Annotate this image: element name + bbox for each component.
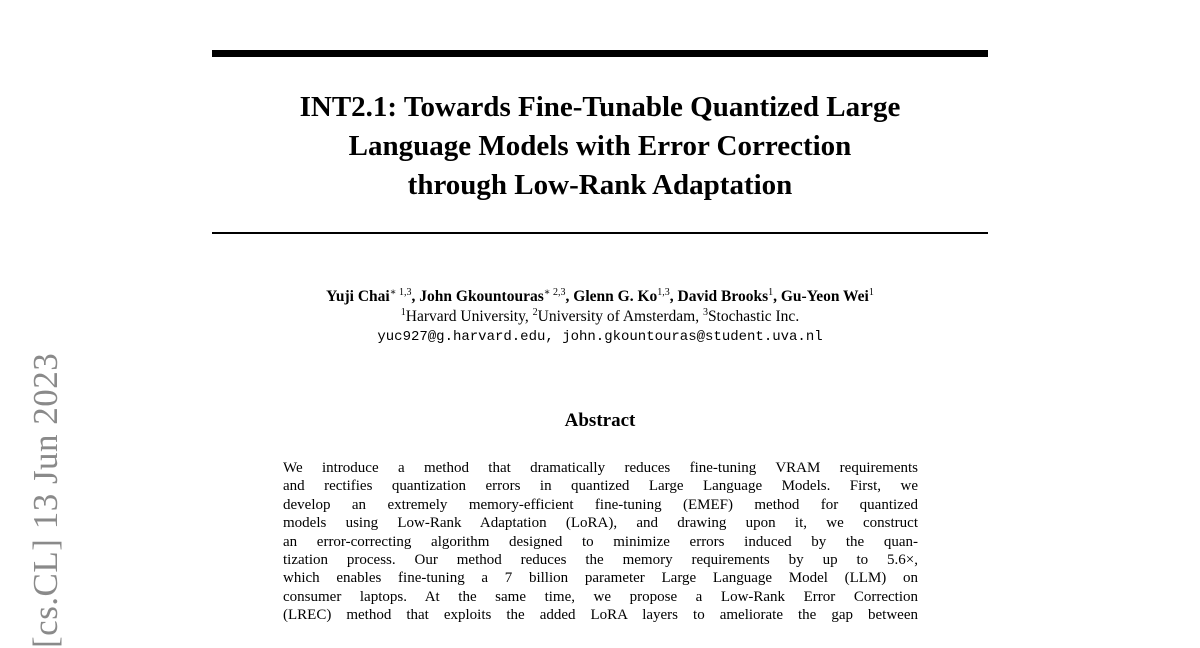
abstract-line: models using Low-Rank Adaptation (LoRA), and drawing upon it, we construct — [283, 515, 918, 532]
abstract-heading: Abstract — [564, 410, 636, 431]
author-name: Yuji Chai — [326, 288, 390, 305]
title-top-rule — [212, 50, 988, 57]
author-marks: ∗ 1,3 — [389, 287, 412, 298]
author-marks: 1 — [768, 287, 774, 298]
abstract-line: consumer laptops. At the same time, we propose a Low-Rank Error Correction — [283, 588, 918, 605]
abstract-line: an error-correcting algorithm designed to minimize errors induced by the quan- — [283, 533, 918, 550]
paper-title — [212, 88, 988, 205]
author-marks: ∗ 2,3 — [543, 287, 566, 298]
author-emails: yuc927@g.harvard.edu, john.gkountouras@student.uva.nl — [377, 329, 823, 345]
affiliation-name: Harvard University — [405, 308, 525, 325]
author-block — [212, 287, 988, 347]
title-line: through Low-Rank Adaptation — [407, 169, 793, 201]
abstract-line: develop an extremely memory-efficient fine-tuning (EMEF) method for quantized — [283, 496, 918, 513]
abstract-line: and rectifies quantization errors in quantized Large Language Models. First, we — [283, 478, 918, 495]
author-name: Gu-Yeon Wei — [780, 288, 869, 305]
author-name: David Brooks — [677, 288, 769, 305]
author-name: Glenn G. Ko — [573, 288, 658, 305]
affiliation-name: University of Amsterdam — [537, 308, 696, 325]
affiliation-mark: 2 — [532, 307, 538, 318]
affiliation-name: Stochastic Inc. — [707, 308, 800, 325]
author-list: Yuji Chai$^{∗ 1,3}$, John Gkountouras$^{∗ 2,3}$, Glenn G. Ko$^{1,3}$, David Brooks$^1$, Gu-Yeon Wei$^1$ — [326, 287, 874, 305]
title-line: INT2.1: Towards Fine-Tunable Quantized Large — [299, 91, 901, 123]
author-name: John Gkountouras — [419, 288, 544, 305]
abstract-body — [283, 459, 918, 625]
affiliation-mark: 1 — [400, 307, 406, 318]
author-marks: 1 — [868, 287, 874, 298]
author-marks: 1,3 — [657, 287, 670, 298]
affiliation-mark: 3 — [702, 307, 708, 318]
title-bottom-rule — [212, 232, 988, 234]
abstract-line: (LREC) method that exploits the added LoRA layers to ameliorate the gap between — [283, 607, 918, 624]
title-line: Language Models with Error Correction — [348, 130, 852, 162]
abstract-line: We introduce a method that dramatically reduces fine-tuning VRAM requirements — [283, 460, 918, 476]
arxiv-stamp: [cs.CL] 13 Jun 2023 — [26, 352, 65, 648]
abstract-line: which enables fine-tuning a 7 billion parameter Large Language Model (LLM) on — [283, 570, 918, 587]
abstract-line: tization process. Our method reduces the memory requirements by up to 5.6×, — [283, 552, 918, 569]
affiliation-list: $^1$Harvard University, $^2$University of Amsterdam, $^3$Stochastic Inc. — [400, 307, 800, 325]
